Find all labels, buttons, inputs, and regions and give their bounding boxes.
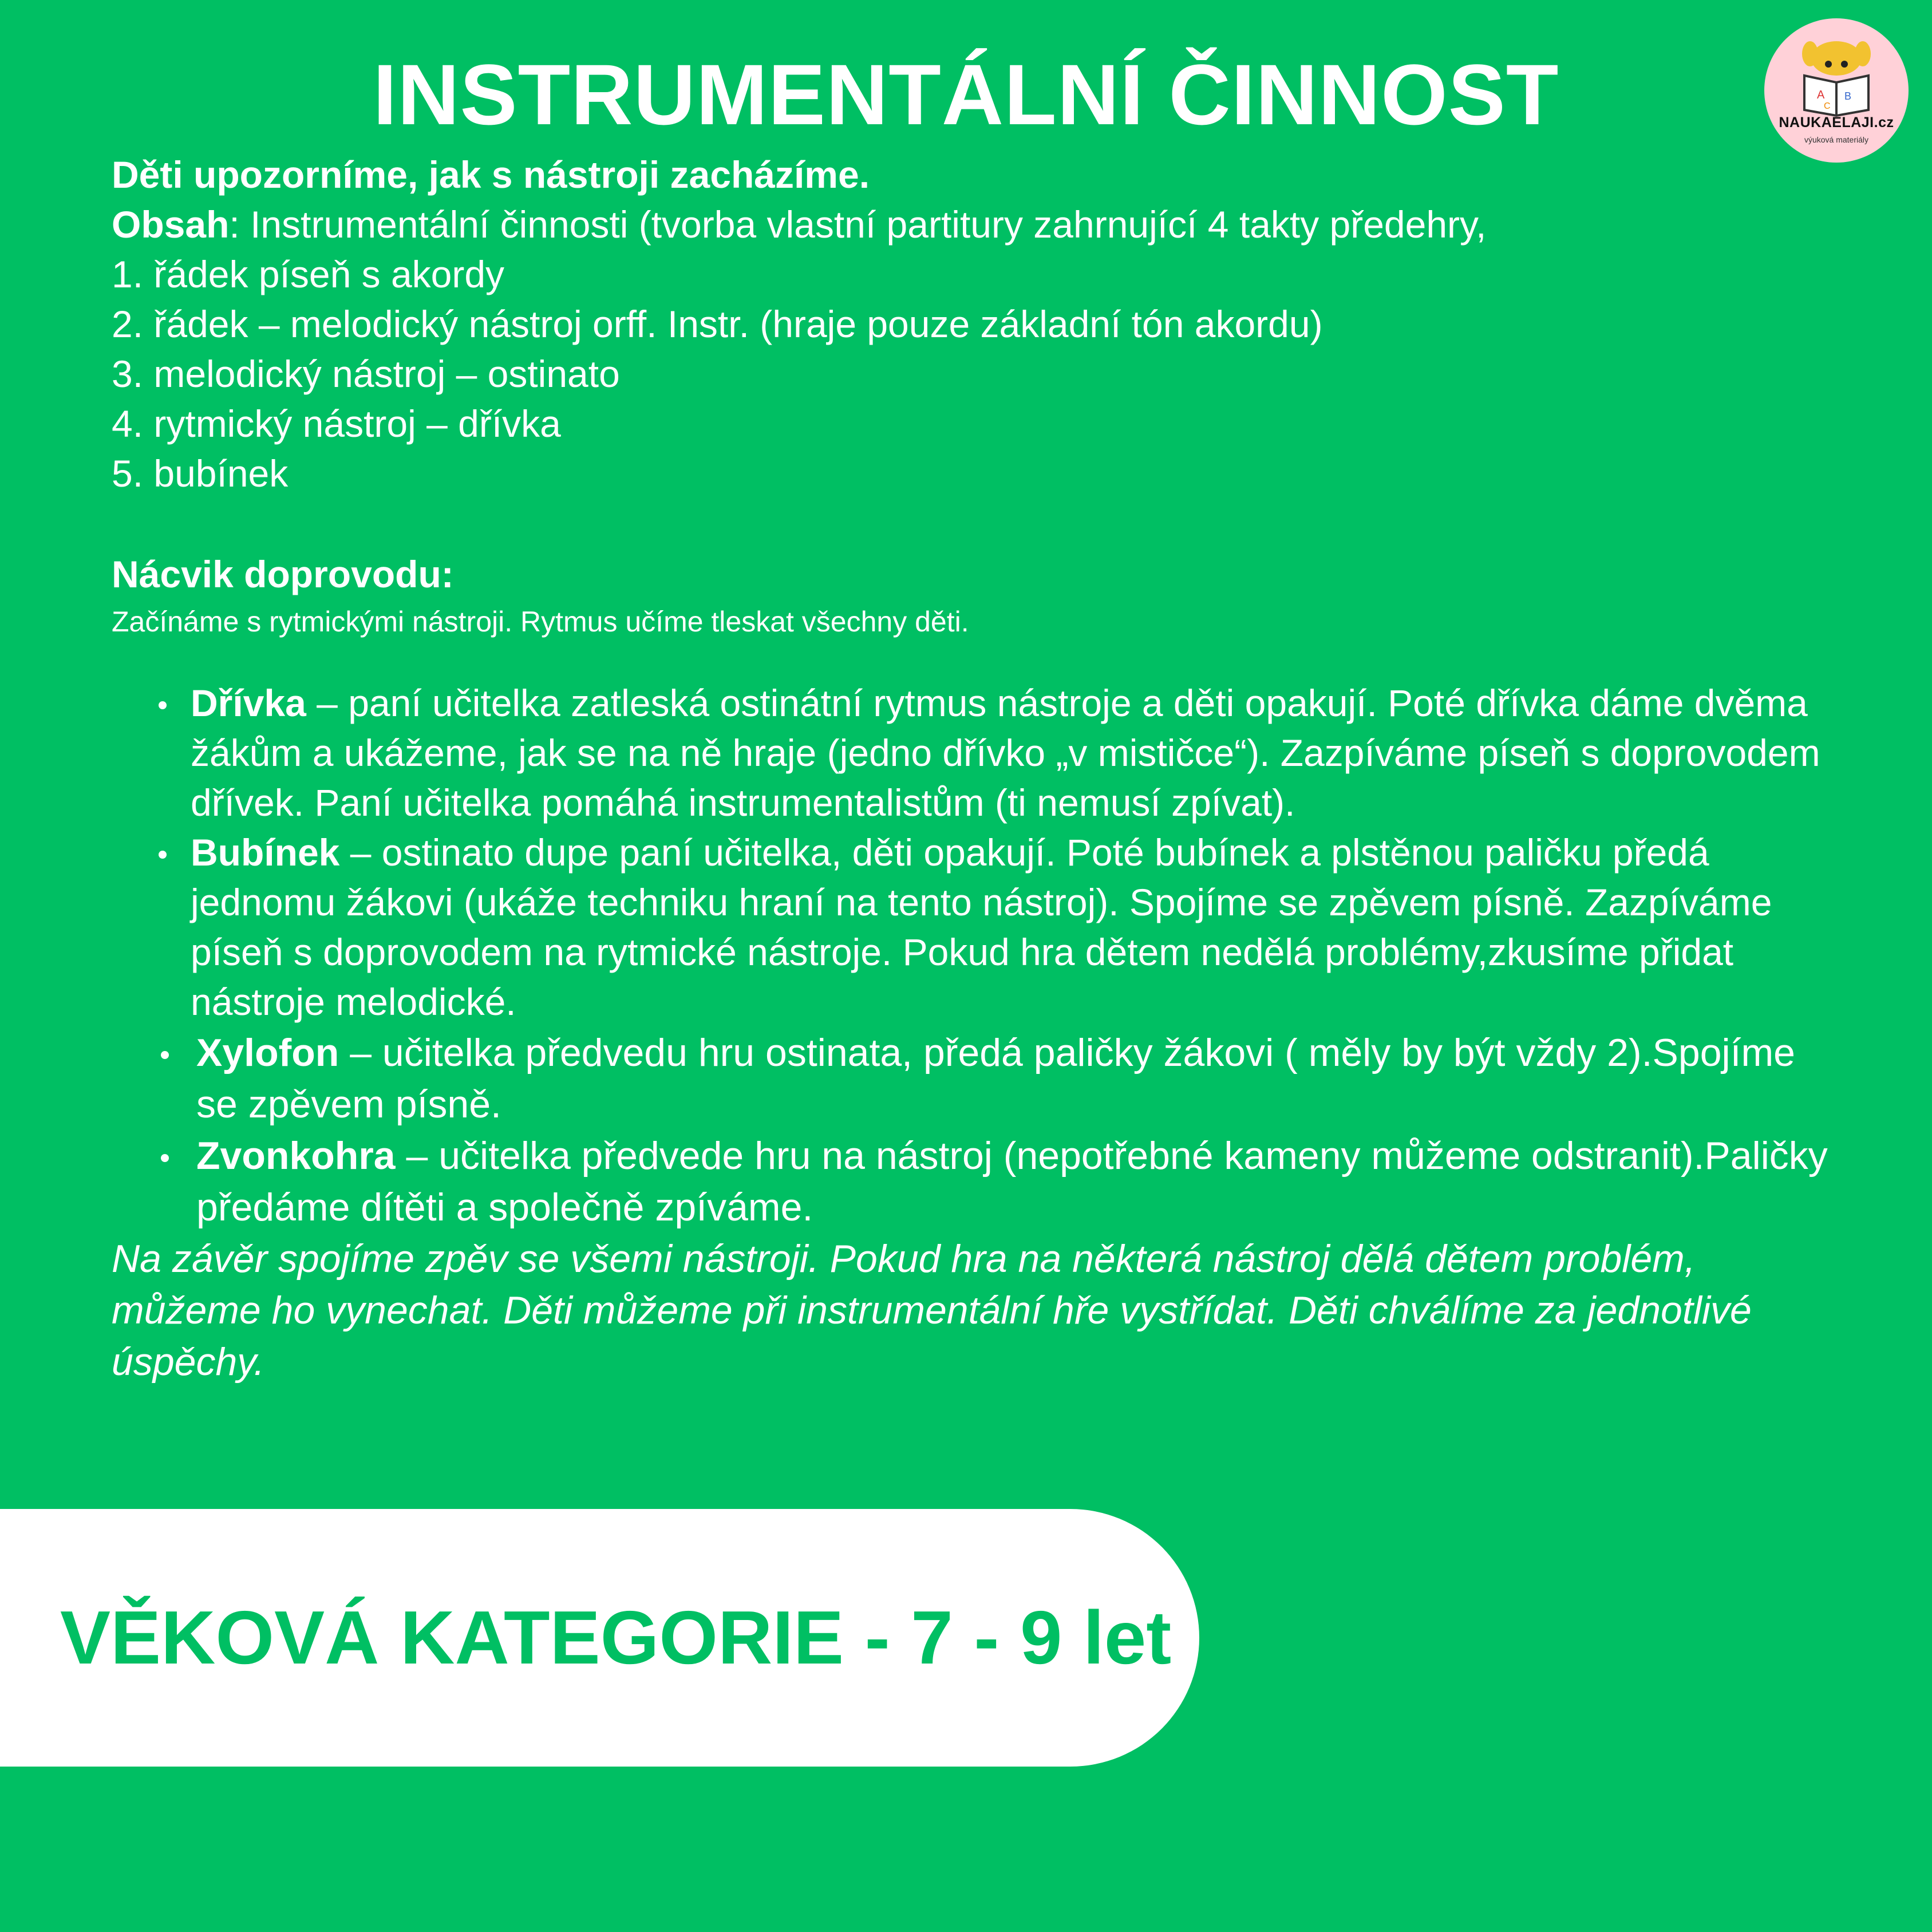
main-content: [112, 150, 1829, 1388]
instrument-term: Zvonkohra: [196, 1134, 396, 1178]
list-item: [112, 678, 1829, 828]
page-title: INSTRUMENTÁLNÍ ČINNOST: [373, 46, 1559, 143]
age-category-banner: [0, 1509, 1199, 1767]
practice-heading: Nácvik doprovodu:: [112, 553, 454, 595]
instrument-term: Dřívka: [191, 682, 306, 724]
intro-heading: Děti upozorníme, jak s nástroji zacházíme.: [112, 153, 870, 196]
practice-note: Začínáme s rytmickými nástroji. Rytmus učíme tleskat všechny děti.: [112, 606, 969, 638]
list-item: [112, 828, 1829, 1027]
instrument-text: – učitelka předvedu hru ostinata, předá paličky žákovi ( měly by být vždy 2).Spojíme se zpěvem písně.: [196, 1031, 1795, 1126]
instrument-list: [112, 678, 1829, 1233]
list-item: [112, 1130, 1829, 1233]
logo-subtitle: výuková materiály: [1804, 135, 1869, 144]
content-item: 4. rytmický nástroj – dřívka: [112, 402, 561, 445]
content-text: : Instrumentální činnosti (tvorba vlastní partitury zahrnující 4 takty předehry,: [229, 203, 1487, 246]
logo: [1764, 18, 1909, 163]
age-category-label: VĚKOVÁ KATEGORIE - 7 - 9 let: [60, 1595, 1172, 1680]
content-line: [112, 200, 1829, 250]
svg-text:C: C: [1824, 101, 1831, 111]
content-label: Obsah: [112, 203, 230, 246]
content-item: 3. melodický nástroj – ostinato: [112, 353, 620, 395]
instrument-text: – učitelka předvede hru na nástroj (nepotřebné kameny můžeme odstranit).Paličky předáme dítěti a společně zpíváme.: [196, 1134, 1828, 1229]
svg-text:B: B: [1844, 90, 1852, 102]
logo-name: NAUKAELAJI.cz: [1779, 114, 1894, 131]
list-item: [112, 1027, 1829, 1130]
content-item: 5. bubínek: [112, 452, 289, 495]
content-item: 2. řádek – melodický nástroj orff. Instr. (hraje pouze základní tón akordu): [112, 303, 1323, 345]
svg-text:A: A: [1817, 89, 1825, 101]
instrument-text: – ostinato dupe paní učitelka, děti opakují. Poté bubínek a plstěnou paličku předá jednomu žákovi (ukáže techniku hraní na tento nástroj). Spojíme se zpěvem písně. Zazpíváme píseň s doprovodem na rytmické nástroje. Pokud hra dětem nedělá problémy,zkusíme přidat nástroje melodické.: [191, 831, 1772, 1023]
instrument-term: Xylofon: [196, 1031, 339, 1074]
content-item: 1. řádek píseň s akordy: [112, 253, 505, 295]
instrument-text: – paní učitelka zatleská ostinátní rytmus nástroje a děti opakují. Poté dřívka dáme dvěma žákům a ukážeme, jak se na ně hraje (jedno dřívko „v mističce“). Zazpíváme píseň s doprovodem dřívek. Paní učitelka pomáhá instrumentalistům (ti nemusí zpívat).: [191, 682, 1820, 824]
instrument-term: Bubínek: [191, 831, 340, 874]
closing-note: Na závěr spojíme zpěv se všemi nástroji. Pokud hra na některá nástroj dělá dětem problém, můžeme ho vynechat. Děti můžeme při instrumentální hře vystřídat. Děti chválíme za jednotlivé úspěchy.: [112, 1237, 1752, 1384]
